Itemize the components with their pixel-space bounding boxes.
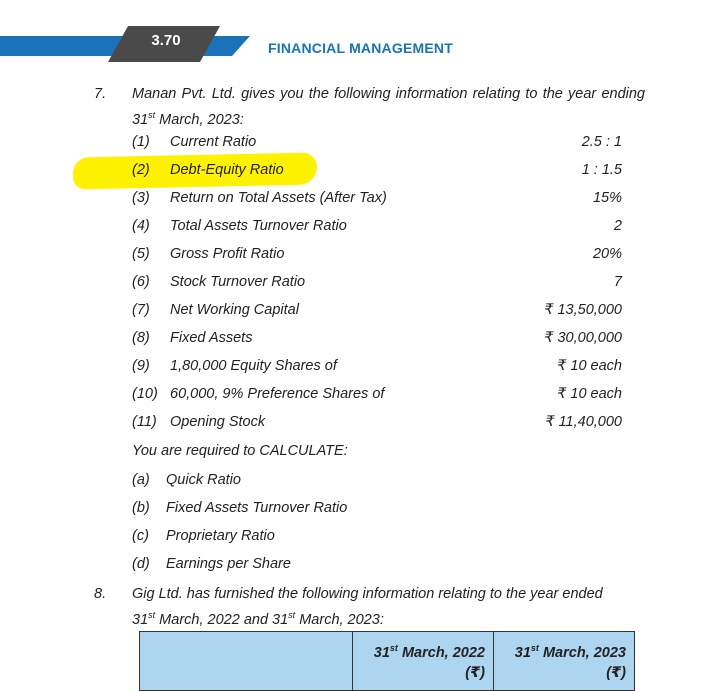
required-item-label: Earnings per Share xyxy=(166,556,291,572)
item-number: (8) xyxy=(132,330,150,346)
item-label: Fixed Assets xyxy=(170,330,253,346)
item-value: ₹ 10 each xyxy=(557,386,622,402)
question-number-8: 8. xyxy=(94,586,107,602)
table-header-row xyxy=(140,632,635,691)
page-number: 3.70 xyxy=(151,32,181,49)
table-header-2022: 31st March, 2022 (₹) xyxy=(353,632,494,691)
item-label: Gross Profit Ratio xyxy=(170,246,285,262)
table-header-2023: 31st March, 2023 (₹) xyxy=(494,632,635,691)
required-item xyxy=(132,500,532,520)
item-label: Debt-Equity Ratio xyxy=(170,162,284,178)
item-value: 2.5 : 1 xyxy=(581,134,622,150)
item-number: (7) xyxy=(132,302,150,318)
item-label: Stock Turnover Ratio xyxy=(170,274,306,290)
item-value: ₹ 10 each xyxy=(557,358,622,374)
item-number: (9) xyxy=(132,358,150,374)
question-number-7: 7. xyxy=(94,86,107,102)
item-value: 15% xyxy=(592,190,622,206)
item-number: (1) xyxy=(132,134,150,150)
data-row xyxy=(132,302,622,322)
required-item-letter: (d) xyxy=(132,556,150,572)
table-header-blank xyxy=(140,632,353,691)
item-number: (2) xyxy=(132,162,150,178)
item-value: ₹ 11,40,000 xyxy=(545,414,622,430)
required-item-letter: (c) xyxy=(132,528,149,544)
required-item-label: Proprietary Ratio xyxy=(166,528,275,544)
data-row xyxy=(132,162,622,182)
item-number: (6) xyxy=(132,274,150,290)
section-title: FINANCIAL MANAGEMENT xyxy=(268,40,453,56)
required-item-letter: (b) xyxy=(132,500,150,516)
required-item xyxy=(132,472,532,492)
data-row xyxy=(132,330,622,350)
required-item-label: Quick Ratio xyxy=(166,472,241,488)
item-number: (5) xyxy=(132,246,150,262)
required-item xyxy=(132,528,532,548)
data-row xyxy=(132,358,622,378)
item-label: Return on Total Assets (After Tax) xyxy=(170,190,387,206)
item-value: 1 : 1.5 xyxy=(581,162,622,178)
item-number: (4) xyxy=(132,218,150,234)
question-7-intro: Manan Pvt. Ltd. gives you the following information relating to the year ending 31st March, 2023: xyxy=(132,86,645,128)
required-item xyxy=(132,556,532,576)
item-value: 7 xyxy=(613,274,622,290)
data-row xyxy=(132,190,622,210)
data-row xyxy=(132,134,622,154)
question-8-intro: Gig Ltd. has furnished the following information relating to the year ended 31st March, 2022 and 31st March, 2023: xyxy=(132,586,603,628)
item-value: ₹ 30,00,000 xyxy=(544,330,622,346)
item-label: Opening Stock xyxy=(170,414,266,430)
data-row xyxy=(132,274,622,294)
required-item-letter: (a) xyxy=(132,472,150,488)
item-value: 2 xyxy=(613,218,622,234)
item-number: (3) xyxy=(132,190,150,206)
required-text: You are required to CALCULATE: xyxy=(132,443,348,459)
data-row xyxy=(132,218,622,238)
item-number: (10) xyxy=(132,386,158,402)
required-item-label: Fixed Assets Turnover Ratio xyxy=(166,500,348,516)
item-label: Net Working Capital xyxy=(170,302,299,318)
data-row xyxy=(132,386,622,406)
item-label: 60,000, 9% Preference Shares of xyxy=(170,386,385,402)
item-label: Current Ratio xyxy=(170,134,257,150)
item-value: 20% xyxy=(592,246,622,262)
item-value: ₹ 13,50,000 xyxy=(544,302,622,318)
comparison-table xyxy=(139,631,635,691)
item-number: (11) xyxy=(132,414,157,430)
item-label: 1,80,000 Equity Shares of xyxy=(170,358,337,374)
data-row xyxy=(132,246,622,266)
data-row xyxy=(132,414,622,434)
item-label: Total Assets Turnover Ratio xyxy=(170,218,347,234)
